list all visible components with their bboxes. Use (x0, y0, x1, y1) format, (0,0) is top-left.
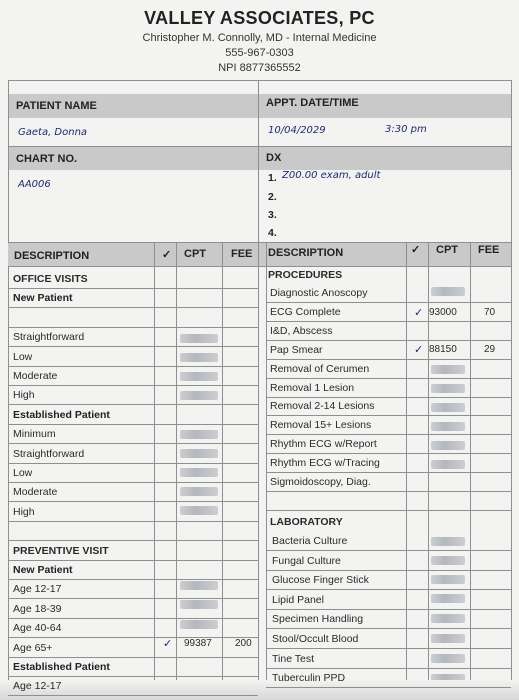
procedure-item: Sigmoidoscopy, Diag. (270, 476, 371, 488)
left-row-divider (8, 463, 258, 464)
procedure-row-divider (266, 340, 511, 341)
left-description-header: DESCRIPTION (14, 250, 90, 262)
lab-item: Fungal Culture (272, 554, 341, 567)
cpt-redacted (180, 600, 218, 609)
cpt-redacted (431, 634, 465, 643)
cpt-redacted (431, 441, 465, 450)
left-row-label: Straightforward (13, 331, 85, 344)
procedure-item: Rhythm ECG w/Report (270, 438, 377, 451)
pap-cpt: 88150 (429, 344, 457, 355)
procedure-item: I&D, Abscess (270, 324, 333, 337)
procedure-item: Removal of Cerumen (270, 362, 370, 375)
cpt-redacted (431, 556, 465, 565)
lab-item: Tine Test (272, 652, 315, 665)
dx-line-1: 1. (268, 172, 277, 184)
preventive-check: ✓ (163, 638, 173, 650)
cpt-redacted (431, 594, 465, 603)
procedure-item: ECG Complete (270, 305, 341, 318)
procedure-row-divider (266, 453, 511, 454)
cpt-redacted (431, 614, 465, 623)
preventive-cpt: 99387 (184, 638, 212, 649)
chart-no-label: CHART NO. (16, 153, 78, 165)
right-description-header: DESCRIPTION (268, 247, 344, 259)
lab-row-divider (266, 668, 511, 669)
left-row-label: Moderate (13, 370, 58, 382)
lab-row-divider (266, 628, 511, 629)
left-row-divider (8, 637, 258, 638)
left-row-divider (8, 307, 258, 308)
left-row-divider (8, 327, 258, 328)
procedure-row-divider (266, 302, 511, 303)
lab-row-divider (266, 550, 511, 551)
left-row-divider (8, 560, 258, 561)
left-row-label: PREVENTIVE VISIT (13, 544, 109, 557)
ecg-check: ✓ (414, 307, 424, 319)
lab-item: Bacteria Culture (272, 535, 348, 547)
lab-item: Lipid Panel (272, 593, 324, 606)
chart-no-value: AA006 (18, 179, 51, 190)
lab-item: Stool/Occult Blood (272, 633, 359, 645)
cpt-redacted (180, 506, 218, 515)
left-row-divider (8, 443, 258, 444)
procedure-row-divider (266, 415, 511, 416)
lab-row-divider (266, 648, 511, 649)
left-row-label: Low (13, 350, 33, 363)
left-row-divider (8, 482, 258, 483)
appt-time-value: 3:30 pm (385, 124, 427, 135)
dx-line-2: 2. (268, 191, 277, 203)
preventive-fee: 200 (235, 638, 252, 649)
left-row-label: Age 18-39 (13, 602, 62, 615)
cpt-redacted (431, 365, 465, 374)
left-row-label: High (13, 389, 35, 402)
cpt-redacted (431, 384, 465, 393)
left-fee-header: FEE (231, 248, 253, 260)
left-row-label: New Patient (13, 564, 73, 576)
left-check-header: ✓ (162, 249, 172, 261)
clinic-name: VALLEY ASSOCIATES, PC (144, 8, 375, 28)
cpt-redacted (180, 449, 218, 458)
cpt-redacted (431, 575, 465, 584)
procedure-item: Removal 2-14 Lesions (270, 400, 375, 413)
cpt-redacted (180, 372, 218, 381)
right-cpt-header: CPT (436, 244, 458, 256)
left-row-divider (8, 366, 258, 367)
left-row-divider (8, 540, 258, 541)
left-row-divider (8, 424, 258, 425)
cpt-redacted (431, 460, 465, 469)
lab-item: Tuberculin PPD (272, 672, 346, 685)
procedure-item: Pap Smear (270, 343, 323, 356)
procedure-row-divider (266, 359, 511, 360)
right-fee-header: FEE (478, 244, 500, 256)
cpt-redacted (180, 353, 218, 362)
pap-fee: 29 (484, 344, 496, 355)
left-row-label: Age 12-17 (13, 680, 62, 693)
chart-header-band (8, 146, 511, 170)
pap-check: ✓ (414, 344, 424, 356)
procedure-row-divider (266, 321, 511, 322)
left-row-label: High (13, 505, 35, 518)
left-row-divider (8, 501, 258, 502)
left-row-label: Moderate (13, 486, 58, 499)
cpt-redacted (180, 487, 218, 496)
cpt-redacted (180, 391, 218, 400)
procedure-item: Diagnostic Anoscopy (270, 287, 368, 299)
procedure-item: Removal 1 Lesion (270, 381, 355, 394)
procedures-title: PROCEDURES (268, 269, 343, 281)
procedure-item: Removal 15+ Lesions (270, 419, 372, 432)
appt-label: APPT. DATE/TIME (266, 97, 359, 109)
cpt-redacted (180, 334, 218, 343)
left-row-divider (8, 579, 258, 580)
patient-name-value: Gaeta, Donna (18, 127, 88, 138)
appt-date-value: 10/04/2029 (268, 125, 326, 136)
cpt-redacted (180, 620, 218, 629)
clinic-npi: NPI 8877365552 (218, 62, 301, 74)
left-row-label: New Patient (13, 292, 73, 305)
left-row-divider (8, 657, 258, 658)
ecg-cpt: 93000 (429, 307, 457, 318)
left-row-divider (8, 521, 258, 522)
page-bottom-shadow (0, 680, 519, 700)
clinic-phone: 555-967-0303 (225, 47, 294, 59)
cpt-redacted (431, 287, 465, 296)
cpt-redacted (431, 537, 465, 546)
left-row-label: Straightforward (13, 447, 85, 460)
cpt-redacted (431, 422, 465, 431)
procedure-item: Rhythm ECG w/Tracing (270, 457, 380, 470)
doctor-name: Christopher M. Connolly, MD - Internal Medicine (142, 32, 377, 44)
left-row-divider (8, 385, 258, 386)
cpt-redacted (180, 468, 218, 477)
left-row-label: Age 40-64 (13, 622, 62, 635)
left-row-label: Age 65+ (13, 641, 53, 654)
lab-row-divider (266, 589, 511, 590)
left-row-divider (8, 346, 258, 347)
lab-row-divider (266, 609, 511, 610)
cpt-redacted (431, 654, 465, 663)
cpt-redacted (431, 403, 465, 412)
procedure-row-divider (266, 397, 511, 398)
left-row-label: Established Patient (13, 408, 110, 421)
left-cpt-header: CPT (184, 248, 206, 260)
lab-row-divider (266, 687, 511, 688)
procedure-row-divider (266, 378, 511, 379)
left-row-divider (8, 618, 258, 619)
ecg-fee: 70 (484, 307, 496, 318)
laboratory-title: LABORATORY (270, 516, 343, 528)
left-row-divider (8, 598, 258, 599)
left-row-label: Low (13, 467, 33, 479)
left-row-divider (8, 404, 258, 405)
dx-1-value: Z00.00 exam, adult (282, 170, 381, 181)
procedure-row-divider (266, 472, 511, 473)
left-row-divider (8, 676, 258, 677)
left-row-label: Age 12-17 (13, 583, 62, 596)
left-row-label: Minimum (13, 428, 56, 441)
lab-row-divider (266, 570, 511, 571)
lab-item: Specimen Handling (272, 613, 364, 626)
cpt-redacted (180, 430, 218, 439)
left-row-label: Established Patient (13, 661, 110, 673)
procedure-row-divider (266, 434, 511, 435)
dx-line-4: 4. (268, 227, 277, 239)
left-row-divider (8, 288, 258, 289)
dx-label: DX (266, 152, 282, 164)
dx-line-3: 3. (268, 209, 277, 221)
lab-item: Glucose Finger Stick (272, 574, 369, 587)
left-row-divider (8, 695, 258, 696)
procedure-row-divider (266, 491, 511, 492)
patient-name-label: PATIENT NAME (16, 100, 97, 112)
right-check-header: ✓ (411, 244, 421, 256)
cpt-redacted (180, 581, 218, 590)
left-row-label: OFFICE VISITS (13, 273, 88, 285)
